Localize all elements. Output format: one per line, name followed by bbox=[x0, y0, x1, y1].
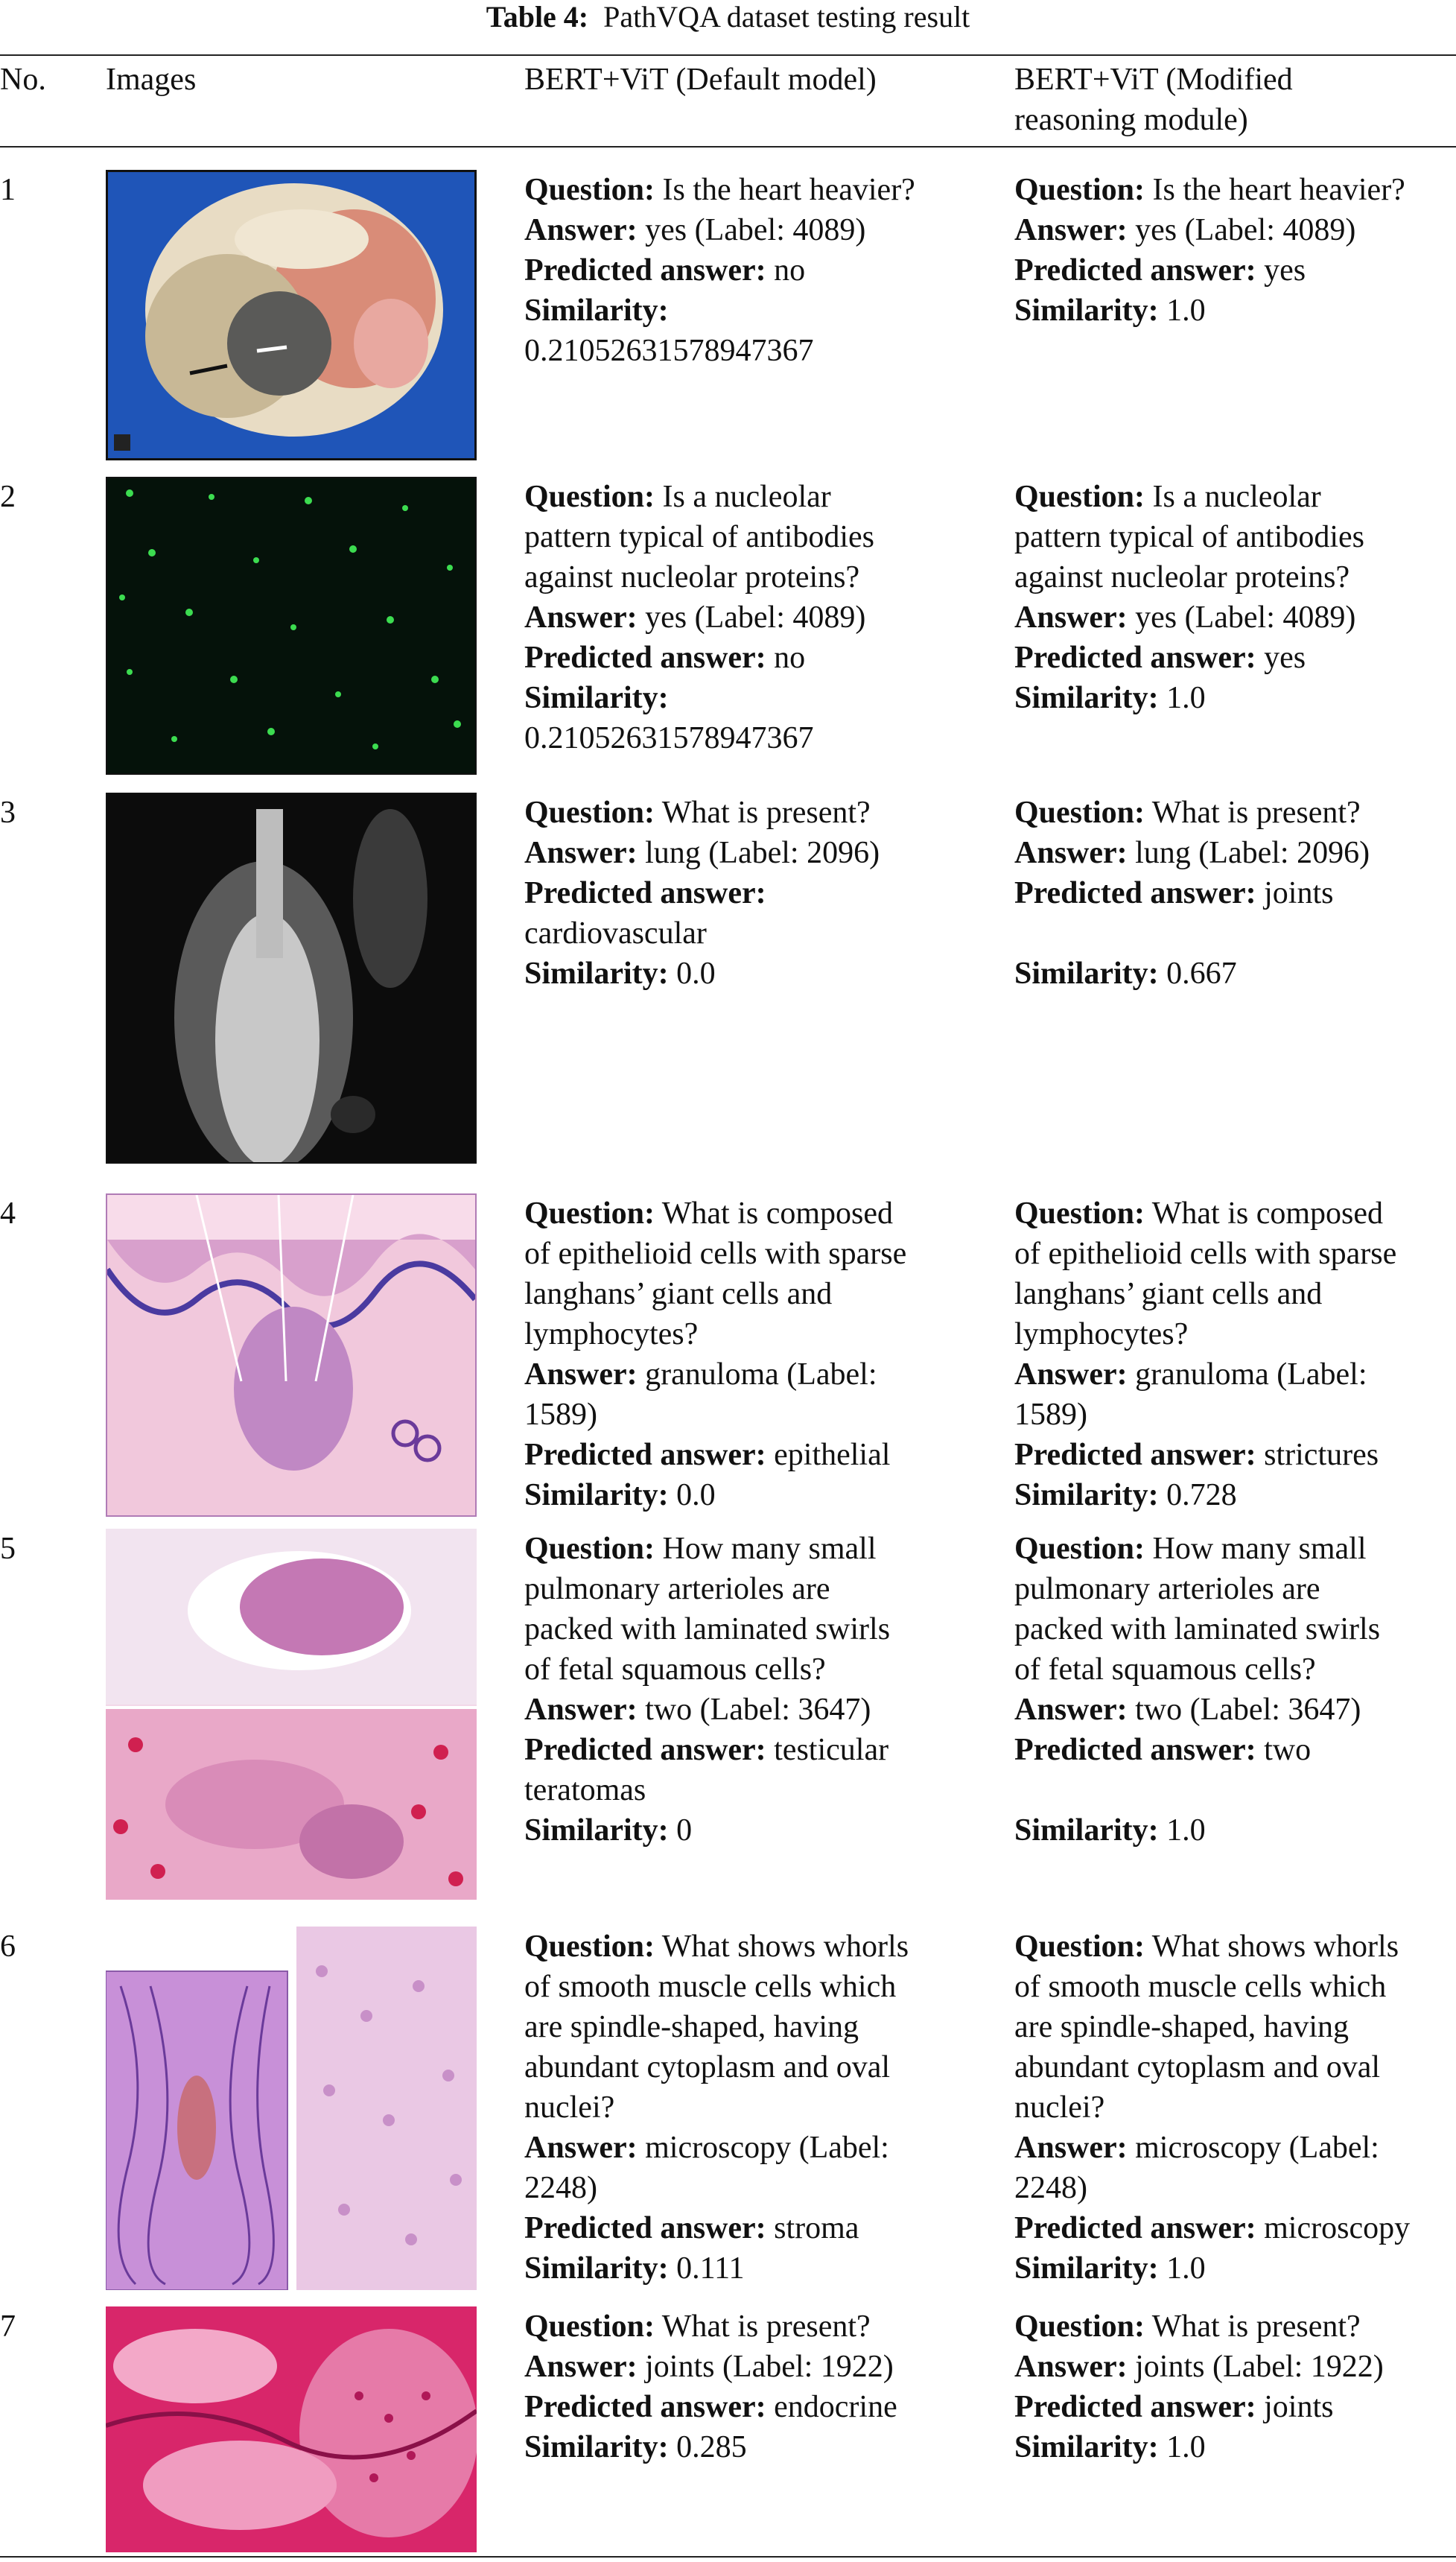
question-line bbox=[524, 2306, 897, 2347]
smooth-muscle-picture bbox=[106, 1927, 477, 2290]
question-value-continued: langhans’ giant cells and bbox=[524, 1277, 833, 1311]
similarity-value: 0 bbox=[668, 1813, 693, 1848]
predicted-value: joints bbox=[1256, 876, 1334, 910]
arterioles-micrograph-picture bbox=[106, 1529, 477, 1900]
similarity-label: Similarity: bbox=[524, 957, 669, 991]
similarity-line bbox=[1014, 291, 1405, 331]
similarity-label: Similarity: bbox=[524, 681, 669, 715]
question-value: Is the heart heavier? bbox=[1145, 173, 1405, 207]
answer-value: granuloma (Label: bbox=[637, 1357, 877, 1392]
question-line bbox=[1014, 1193, 1396, 1234]
answer-value: yes (Label: 4089) bbox=[637, 213, 866, 247]
question-value: What is present? bbox=[1145, 2309, 1361, 2344]
predicted-value: epithelial bbox=[766, 1438, 891, 1472]
similarity-label: Similarity: bbox=[1014, 681, 1159, 715]
predicted-value: stroma bbox=[766, 2211, 859, 2245]
question-label: Question: bbox=[1014, 1532, 1145, 1566]
row-7-number: 7 bbox=[0, 2309, 16, 2344]
question-value-continued: are spindle-shaped, having bbox=[1014, 2010, 1349, 2044]
predicted-value: microscopy bbox=[1256, 2211, 1411, 2245]
row-3-image bbox=[106, 793, 477, 1164]
similarity-line bbox=[1014, 1810, 1380, 1851]
predicted-value: testicular bbox=[766, 1733, 889, 1767]
question-value-continued: packed with laminated swirls bbox=[524, 1612, 891, 1646]
similarity-label: Similarity: bbox=[524, 2251, 669, 2286]
answer-line bbox=[1014, 210, 1405, 250]
question-label: Question: bbox=[524, 2309, 655, 2344]
answer-line bbox=[524, 2128, 909, 2168]
answer-value-continued: 1589) bbox=[1014, 1398, 1087, 1432]
predicted-value: two bbox=[1256, 1733, 1312, 1767]
question-value: What is composed bbox=[1145, 1196, 1384, 1231]
header-modified-model bbox=[1014, 60, 1293, 140]
question-value: Is the heart heavier? bbox=[655, 173, 915, 207]
similarity-label: Similarity: bbox=[1014, 294, 1159, 328]
question-label: Question: bbox=[524, 173, 655, 207]
similarity-value: 0.285 bbox=[668, 2430, 747, 2464]
predicted-value-continued: cardiovascular bbox=[524, 916, 707, 951]
predicted-label: Predicted answer: bbox=[524, 641, 766, 675]
table-caption bbox=[0, 0, 1456, 42]
question-value-continued: of fetal squamous cells? bbox=[524, 1652, 826, 1687]
similarity-value: 0.111 bbox=[668, 2251, 745, 2286]
question-value-continued: abundant cytoplasm and oval bbox=[524, 2050, 891, 2084]
answer-value: two (Label: 3647) bbox=[1127, 1693, 1361, 1727]
caption-text: PathVQA dataset testing result bbox=[603, 0, 970, 34]
answer-line bbox=[1014, 2347, 1384, 2387]
row-4-modified-cell bbox=[1014, 1193, 1396, 1515]
predicted-line bbox=[524, 2387, 897, 2427]
predicted-label: Predicted answer: bbox=[1014, 641, 1256, 675]
similarity-line bbox=[524, 678, 874, 718]
predicted-line bbox=[524, 2208, 909, 2248]
answer-label: Answer: bbox=[1014, 600, 1128, 635]
similarity-line bbox=[524, 1810, 890, 1851]
row-4-default-cell bbox=[524, 1193, 906, 1515]
question-value: Is a nucleolar bbox=[655, 480, 831, 514]
predicted-value-continued: teratomas bbox=[524, 1773, 646, 1807]
top-rule bbox=[0, 54, 1456, 56]
similarity-value: 0.728 bbox=[1158, 1478, 1237, 1512]
similarity-label: Similarity: bbox=[524, 1813, 669, 1848]
similarity-line bbox=[1014, 2427, 1384, 2467]
question-value: What shows whorls bbox=[1145, 1930, 1399, 1964]
answer-label: Answer: bbox=[524, 1357, 638, 1392]
similarity-value-continued: 0.21052631578947367 bbox=[524, 334, 814, 368]
row-3-number: 3 bbox=[0, 796, 16, 830]
predicted-value: no bbox=[766, 641, 806, 675]
row-3-default-cell bbox=[524, 793, 880, 994]
question-value: How many small bbox=[655, 1532, 877, 1566]
answer-line bbox=[524, 210, 915, 250]
answer-line bbox=[524, 833, 880, 873]
answer-label: Answer: bbox=[1014, 836, 1128, 870]
row-6-number: 6 bbox=[0, 1930, 16, 1964]
question-label: Question: bbox=[524, 1930, 655, 1964]
row-2-modified-cell bbox=[1014, 477, 1364, 718]
header-default-model: BERT+ViT (Default model) bbox=[524, 63, 877, 97]
answer-line bbox=[1014, 1690, 1380, 1730]
question-value-continued: pattern typical of antibodies bbox=[1014, 520, 1365, 554]
similarity-label: Similarity: bbox=[1014, 2251, 1159, 2286]
answer-label: Answer: bbox=[1014, 2350, 1128, 2384]
question-label: Question: bbox=[1014, 1930, 1145, 1964]
answer-line bbox=[1014, 597, 1364, 638]
question-value-continued: nuclei? bbox=[524, 2090, 615, 2125]
question-line bbox=[1014, 1927, 1410, 1967]
row-3-modified-cell bbox=[1014, 793, 1370, 994]
predicted-label: Predicted answer: bbox=[524, 2390, 766, 2424]
question-label: Question: bbox=[524, 796, 655, 830]
header-modified-line2: reasoning module) bbox=[1014, 103, 1248, 137]
row-6-modified-cell bbox=[1014, 1927, 1410, 2289]
row-5-number: 5 bbox=[0, 1532, 16, 1566]
question-label: Question: bbox=[1014, 480, 1145, 514]
answer-label: Answer: bbox=[524, 600, 638, 635]
row-5-image bbox=[106, 1529, 477, 1900]
question-value-continued: abundant cytoplasm and oval bbox=[1014, 2050, 1381, 2084]
predicted-label: Predicted answer: bbox=[524, 876, 766, 910]
question-value-continued: pattern typical of antibodies bbox=[524, 520, 875, 554]
predicted-line bbox=[524, 1435, 906, 1475]
row-1-number: 1 bbox=[0, 173, 16, 207]
answer-label: Answer: bbox=[1014, 213, 1128, 247]
predicted-label: Predicted answer: bbox=[524, 1733, 766, 1767]
similarity-label: Similarity: bbox=[524, 1478, 669, 1512]
predicted-label: Predicted answer: bbox=[1014, 2211, 1256, 2245]
question-line bbox=[1014, 477, 1364, 517]
answer-label: Answer: bbox=[524, 2350, 638, 2384]
question-label: Question: bbox=[524, 1532, 655, 1566]
row-2-default-cell bbox=[524, 477, 874, 758]
row-1-modified-cell bbox=[1014, 170, 1405, 331]
answer-label: Answer: bbox=[1014, 1357, 1128, 1392]
predicted-line bbox=[1014, 1435, 1396, 1475]
question-label: Question: bbox=[1014, 1196, 1145, 1231]
predicted-label: Predicted answer: bbox=[524, 1438, 766, 1472]
predicted-label: Predicted answer: bbox=[1014, 253, 1256, 288]
question-label: Question: bbox=[1014, 796, 1145, 830]
answer-value-continued: 2248) bbox=[1014, 2171, 1087, 2205]
similarity-value: 1.0 bbox=[1158, 2251, 1206, 2286]
question-line bbox=[524, 793, 880, 833]
answer-line bbox=[524, 1690, 890, 1730]
predicted-line bbox=[1014, 638, 1364, 678]
question-value-continued: nuclei? bbox=[1014, 2090, 1105, 2125]
answer-value: yes (Label: 4089) bbox=[1127, 600, 1356, 635]
question-value-continued: pulmonary arterioles are bbox=[1014, 1572, 1320, 1606]
question-value-continued: of smooth muscle cells which bbox=[524, 1970, 897, 2004]
question-value-continued: of fetal squamous cells? bbox=[1014, 1652, 1316, 1687]
answer-value-continued: 2248) bbox=[524, 2171, 597, 2205]
question-line bbox=[524, 1529, 890, 1569]
blank-line bbox=[1014, 1770, 1380, 1810]
header-no: No. bbox=[0, 63, 46, 97]
question-value: What is present? bbox=[655, 2309, 871, 2344]
predicted-line bbox=[1014, 250, 1405, 291]
radiograph-picture bbox=[107, 794, 475, 1162]
similarity-line bbox=[1014, 2248, 1410, 2289]
similarity-line bbox=[1014, 1475, 1396, 1515]
answer-value: yes (Label: 4089) bbox=[1127, 213, 1356, 247]
question-line bbox=[1014, 2306, 1384, 2347]
predicted-line bbox=[1014, 2208, 1410, 2248]
predicted-label: Predicted answer: bbox=[524, 2211, 766, 2245]
heart-specimen-picture bbox=[108, 172, 474, 458]
answer-label: Answer: bbox=[524, 836, 638, 870]
question-line bbox=[524, 1927, 909, 1967]
question-label: Question: bbox=[1014, 2309, 1145, 2344]
row-7-default-cell bbox=[524, 2306, 897, 2467]
tissue-micrograph-picture bbox=[106, 2306, 477, 2552]
row-6-image bbox=[106, 1927, 477, 2290]
question-value-continued: packed with laminated swirls bbox=[1014, 1612, 1381, 1646]
similarity-value: 0.0 bbox=[668, 1478, 716, 1512]
predicted-line bbox=[524, 250, 915, 291]
answer-line bbox=[1014, 2128, 1410, 2168]
header-images: Images bbox=[106, 63, 197, 97]
question-value-continued: of epithelioid cells with sparse bbox=[524, 1237, 907, 1271]
similarity-label: Similarity: bbox=[1014, 2430, 1159, 2464]
question-value-continued: are spindle-shaped, having bbox=[524, 2010, 859, 2044]
similarity-label: Similarity: bbox=[1014, 957, 1159, 991]
question-line bbox=[524, 170, 915, 210]
answer-line bbox=[524, 2347, 897, 2387]
predicted-label: Predicted answer: bbox=[1014, 2390, 1256, 2424]
answer-label: Answer: bbox=[524, 213, 638, 247]
predicted-value: strictures bbox=[1256, 1438, 1379, 1472]
predicted-value: no bbox=[766, 253, 806, 288]
similarity-line bbox=[1014, 678, 1364, 718]
predicted-value: yes bbox=[1256, 641, 1306, 675]
question-line bbox=[1014, 1529, 1380, 1569]
answer-value: granuloma (Label: bbox=[1127, 1357, 1367, 1392]
similarity-value: 1.0 bbox=[1158, 681, 1206, 715]
fluorescence-picture bbox=[107, 478, 475, 773]
similarity-label: Similarity: bbox=[1014, 1478, 1159, 1512]
similarity-label: Similarity: bbox=[524, 2430, 669, 2464]
similarity-value: 0.667 bbox=[1158, 957, 1237, 991]
question-value-continued: lymphocytes? bbox=[524, 1317, 699, 1351]
answer-value: two (Label: 3647) bbox=[637, 1693, 871, 1727]
header-modified-line1: BERT+ViT (Modified bbox=[1014, 63, 1293, 97]
similarity-value: 0.0 bbox=[668, 957, 716, 991]
answer-value: microscopy (Label: bbox=[1127, 2131, 1379, 2165]
predicted-line bbox=[524, 638, 874, 678]
question-value-continued: of epithelioid cells with sparse bbox=[1014, 1237, 1397, 1271]
similarity-line bbox=[524, 291, 915, 331]
question-label: Question: bbox=[1014, 173, 1145, 207]
question-value: How many small bbox=[1145, 1532, 1367, 1566]
predicted-line bbox=[524, 1730, 890, 1770]
predicted-line bbox=[1014, 1730, 1380, 1770]
question-value-continued: of smooth muscle cells which bbox=[1014, 1970, 1387, 2004]
predicted-label: Predicted answer: bbox=[524, 253, 766, 288]
question-value: Is a nucleolar bbox=[1145, 480, 1321, 514]
row-2-number: 2 bbox=[0, 480, 16, 514]
similarity-line bbox=[1014, 954, 1370, 994]
question-label: Question: bbox=[524, 1196, 655, 1231]
answer-value: joints (Label: 1922) bbox=[637, 2350, 894, 2384]
question-line bbox=[1014, 170, 1405, 210]
answer-value-continued: 1589) bbox=[524, 1398, 597, 1432]
predicted-value: endocrine bbox=[766, 2390, 897, 2424]
predicted-line bbox=[1014, 2387, 1384, 2427]
answer-label: Answer: bbox=[1014, 1693, 1128, 1727]
question-value: What shows whorls bbox=[655, 1930, 909, 1964]
predicted-line bbox=[1014, 873, 1370, 913]
caption-label: Table 4: bbox=[486, 0, 589, 34]
header-rule bbox=[0, 146, 1456, 148]
row-4-number: 4 bbox=[0, 1196, 16, 1231]
question-value-continued: against nucleolar proteins? bbox=[524, 560, 860, 594]
similarity-line bbox=[524, 2248, 909, 2289]
row-6-default-cell bbox=[524, 1927, 909, 2289]
predicted-line bbox=[524, 873, 880, 913]
answer-line bbox=[1014, 1354, 1396, 1395]
predicted-value: joints bbox=[1256, 2390, 1334, 2424]
question-value-continued: langhans’ giant cells and bbox=[1014, 1277, 1323, 1311]
similarity-value: 1.0 bbox=[1158, 294, 1206, 328]
row-7-modified-cell bbox=[1014, 2306, 1384, 2467]
row-5-modified-cell bbox=[1014, 1529, 1380, 1851]
similarity-value: 1.0 bbox=[1158, 2430, 1206, 2464]
bottom-rule bbox=[0, 2556, 1456, 2558]
question-label: Question: bbox=[524, 480, 655, 514]
question-value: What is present? bbox=[655, 796, 871, 830]
question-value: What is composed bbox=[655, 1196, 894, 1231]
question-line bbox=[524, 1193, 906, 1234]
row-5-default-cell bbox=[524, 1529, 890, 1851]
answer-label: Answer: bbox=[524, 1693, 638, 1727]
similarity-line bbox=[524, 1475, 906, 1515]
question-line bbox=[524, 477, 874, 517]
row-1-image bbox=[106, 170, 477, 460]
answer-label: Answer: bbox=[524, 2131, 638, 2165]
predicted-value: yes bbox=[1256, 253, 1306, 288]
answer-value: yes (Label: 4089) bbox=[637, 600, 866, 635]
row-2-image bbox=[106, 477, 477, 775]
predicted-label: Predicted answer: bbox=[1014, 1733, 1256, 1767]
answer-value: microscopy (Label: bbox=[637, 2131, 889, 2165]
answer-line bbox=[1014, 833, 1370, 873]
question-value-continued: pulmonary arterioles are bbox=[524, 1572, 830, 1606]
answer-value: lung (Label: 2096) bbox=[637, 836, 880, 870]
row-4-image bbox=[106, 1193, 477, 1517]
question-value-continued: lymphocytes? bbox=[1014, 1317, 1189, 1351]
answer-line bbox=[524, 597, 874, 638]
blank-line bbox=[1014, 913, 1370, 954]
similarity-line bbox=[524, 2427, 897, 2467]
question-line bbox=[1014, 793, 1370, 833]
similarity-label: Similarity: bbox=[1014, 1813, 1159, 1848]
granuloma-diagram-picture bbox=[107, 1195, 475, 1515]
similarity-line bbox=[524, 954, 880, 994]
row-1-default-cell bbox=[524, 170, 915, 371]
similarity-value: 1.0 bbox=[1158, 1813, 1206, 1848]
answer-label: Answer: bbox=[1014, 2131, 1128, 2165]
question-value: What is present? bbox=[1145, 796, 1361, 830]
answer-value: joints (Label: 1922) bbox=[1127, 2350, 1384, 2384]
question-value-continued: against nucleolar proteins? bbox=[1014, 560, 1350, 594]
answer-line bbox=[524, 1354, 906, 1395]
predicted-label: Predicted answer: bbox=[1014, 876, 1256, 910]
similarity-label: Similarity: bbox=[524, 294, 669, 328]
predicted-label: Predicted answer: bbox=[1014, 1438, 1256, 1472]
answer-value: lung (Label: 2096) bbox=[1127, 836, 1370, 870]
similarity-value-continued: 0.21052631578947367 bbox=[524, 721, 814, 755]
row-7-image bbox=[106, 2306, 477, 2552]
